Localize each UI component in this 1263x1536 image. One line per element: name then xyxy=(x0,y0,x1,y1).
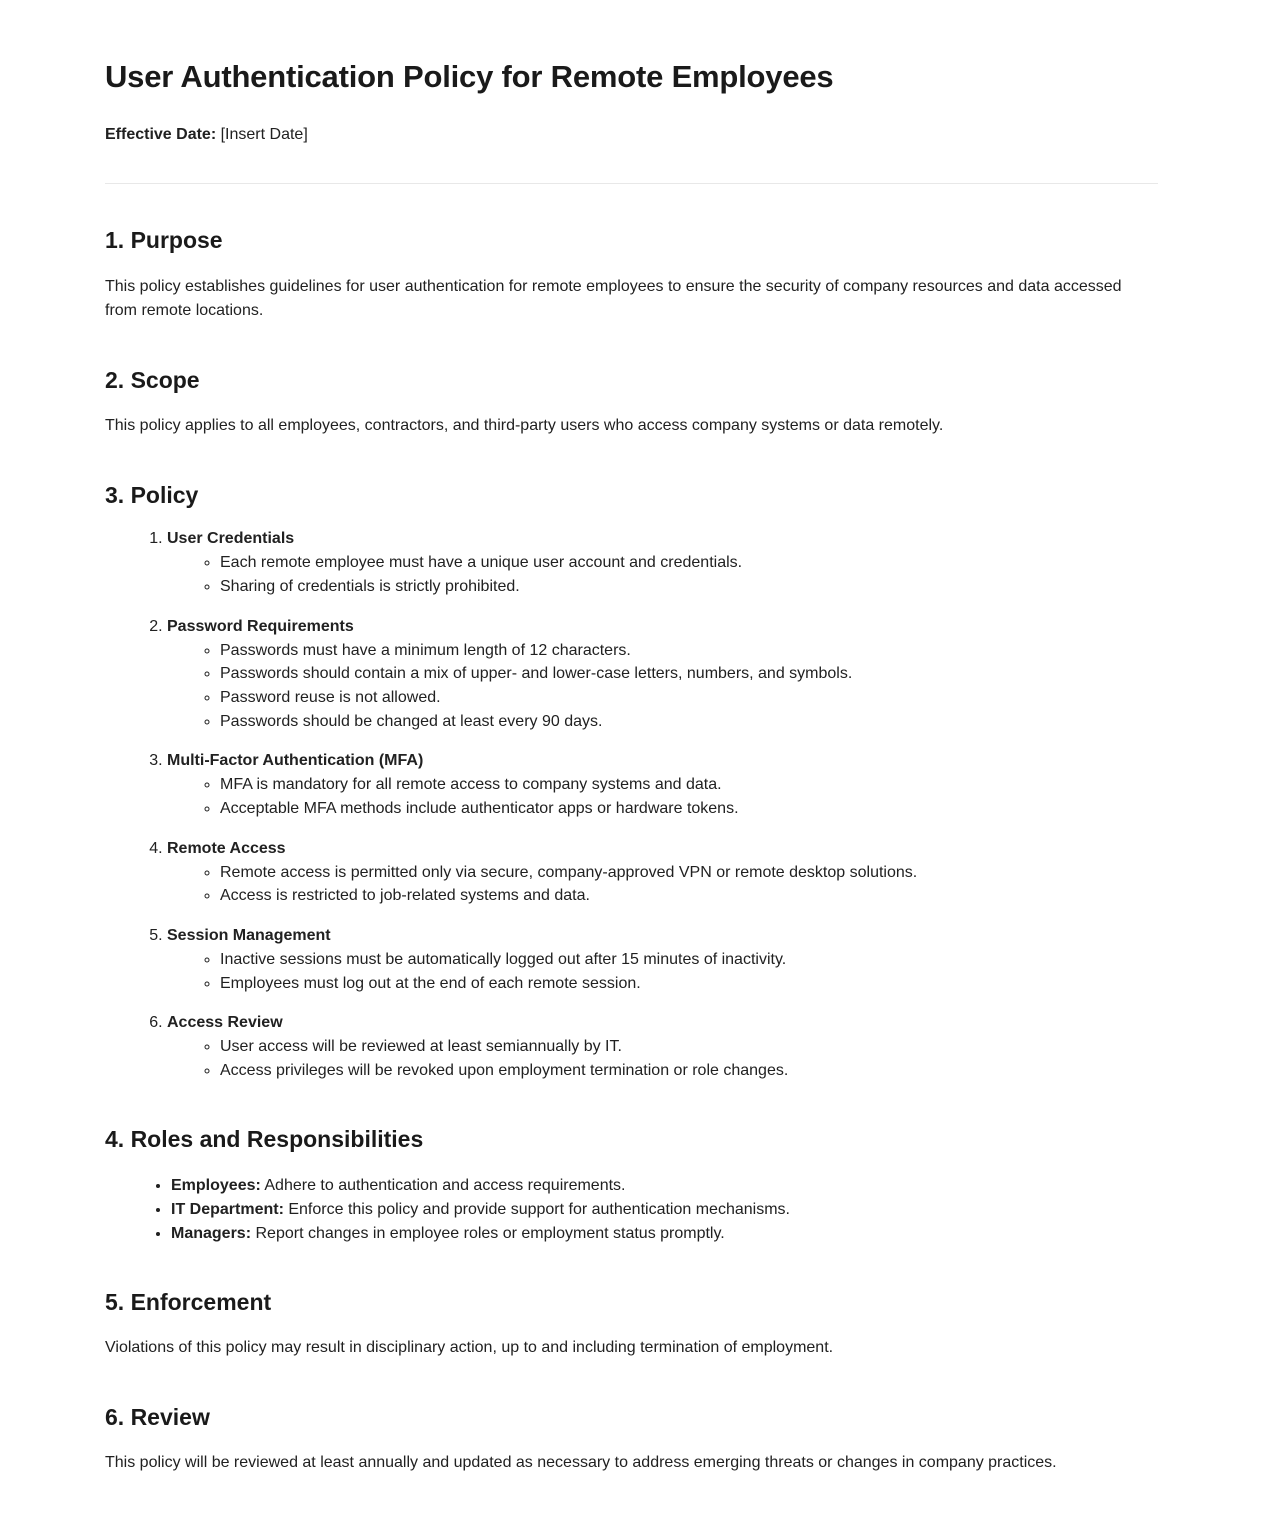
list-item xyxy=(167,837,1158,908)
list-item xyxy=(167,527,1158,598)
section-body-enforcement: Violations of this policy may result in disciplinary action, up to and including termination of employment. xyxy=(105,1339,834,1357)
policy-item-title: User Credentials xyxy=(167,530,295,548)
list-item: ◦ User access will be reviewed at least semiannually by IT. xyxy=(220,1035,1158,1059)
header-divider xyxy=(105,183,1158,184)
role-detail: Enforce this policy and provide support for authentication mechanisms. xyxy=(288,1200,790,1218)
list-item: ◦ MFA is mandatory for all remote access to company systems and data. xyxy=(220,773,1158,797)
list-item: ◦ Passwords should contain a mix of upper- and lower-case letters, numbers, and symbols. xyxy=(220,662,1158,686)
list-item: ◦ Passwords must have a minimum length of 12 characters. xyxy=(220,639,1158,663)
section-roles xyxy=(105,1125,1158,1246)
section-body-scope: This policy applies to all employees, contractors, and third-party users who access company systems or data remotely. xyxy=(105,417,944,435)
policy-item-title: Multi-Factor Authentication (MFA) xyxy=(167,752,424,770)
list-item xyxy=(167,615,1158,734)
list-item xyxy=(171,1222,1158,1246)
list-item xyxy=(167,924,1158,995)
section-purpose xyxy=(105,226,1158,323)
list-item: ◦ Access privileges will be revoked upon employment termination or role changes. xyxy=(220,1059,1158,1083)
role-label: IT Department: xyxy=(171,1200,284,1218)
policy-item-list xyxy=(105,527,1158,1082)
list-item: ◦ Each remote employee must have a unique user account and credentials. xyxy=(220,551,1158,575)
role-detail: Report changes in employee roles or employment status promptly. xyxy=(255,1224,725,1242)
section-heading-review: 6. Review xyxy=(105,1403,210,1430)
list-item: ◦ Inactive sessions must be automatically logged out after 15 minutes of inactivity. xyxy=(220,948,1158,972)
list-item: ◦ Access is restricted to job-related systems and data. xyxy=(220,884,1158,908)
list-item: ◦ Passwords should be changed at least every 90 days. xyxy=(220,710,1158,734)
page-title: User Authentication Policy for Remote Employees xyxy=(105,59,834,94)
policy-sub-list xyxy=(167,773,1158,820)
list-item xyxy=(171,1198,1158,1222)
list-item: ◦ Acceptable MFA methods include authenticator apps or hardware tokens. xyxy=(220,797,1158,821)
list-item: ◦ Sharing of credentials is strictly prohibited. xyxy=(220,575,1158,599)
section-heading-scope: 2. Scope xyxy=(105,366,200,393)
section-heading-enforcement: 5. Enforcement xyxy=(105,1288,272,1315)
policy-sub-list xyxy=(167,639,1158,734)
roles-list xyxy=(105,1174,1158,1246)
section-enforcement xyxy=(105,1288,1158,1361)
list-item: ◦ Password reuse is not allowed. xyxy=(220,686,1158,710)
role-label: Managers: xyxy=(171,1224,252,1242)
policy-sub-list xyxy=(167,948,1158,995)
policy-sub-list xyxy=(167,1035,1158,1082)
effective-date-line xyxy=(105,123,1158,147)
policy-item-title: Session Management xyxy=(167,927,331,945)
effective-date-label: Effective Date: xyxy=(105,126,217,144)
section-heading-purpose: 1. Purpose xyxy=(105,227,223,254)
list-item: ◦ Remote access is permitted only via secure, company-approved VPN or remote desktop solutions. xyxy=(220,861,1158,885)
role-label: Employees: xyxy=(171,1176,261,1194)
section-heading-policy: 3. Policy xyxy=(105,481,199,508)
policy-item-title: Remote Access xyxy=(167,839,286,857)
list-item xyxy=(167,1011,1158,1082)
policy-item-title: Access Review xyxy=(167,1014,283,1032)
policy-item-title: Password Requirements xyxy=(167,617,354,635)
section-heading-roles: 4. Roles and Responsibilities xyxy=(105,1125,424,1152)
list-item xyxy=(171,1174,1158,1198)
section-review xyxy=(105,1403,1158,1476)
policy-sub-list xyxy=(167,861,1158,908)
section-scope xyxy=(105,366,1158,439)
section-body-review: This policy will be reviewed at least annually and updated as necessary to address emerging threats or changes in company practices. xyxy=(105,1454,1057,1472)
policy-sub-list xyxy=(167,551,1158,598)
list-item: ◦ Employees must log out at the end of each remote session. xyxy=(220,972,1158,996)
effective-date-value: [Insert Date] xyxy=(220,126,308,144)
section-policy xyxy=(105,481,1158,1083)
role-detail: Adhere to authentication and access requirements. xyxy=(264,1176,626,1194)
section-body-purpose: This policy establishes guidelines for user authentication for remote employees to ensure the security of company resources and data accessed from remote locations. xyxy=(105,277,1122,320)
list-item xyxy=(167,749,1158,820)
